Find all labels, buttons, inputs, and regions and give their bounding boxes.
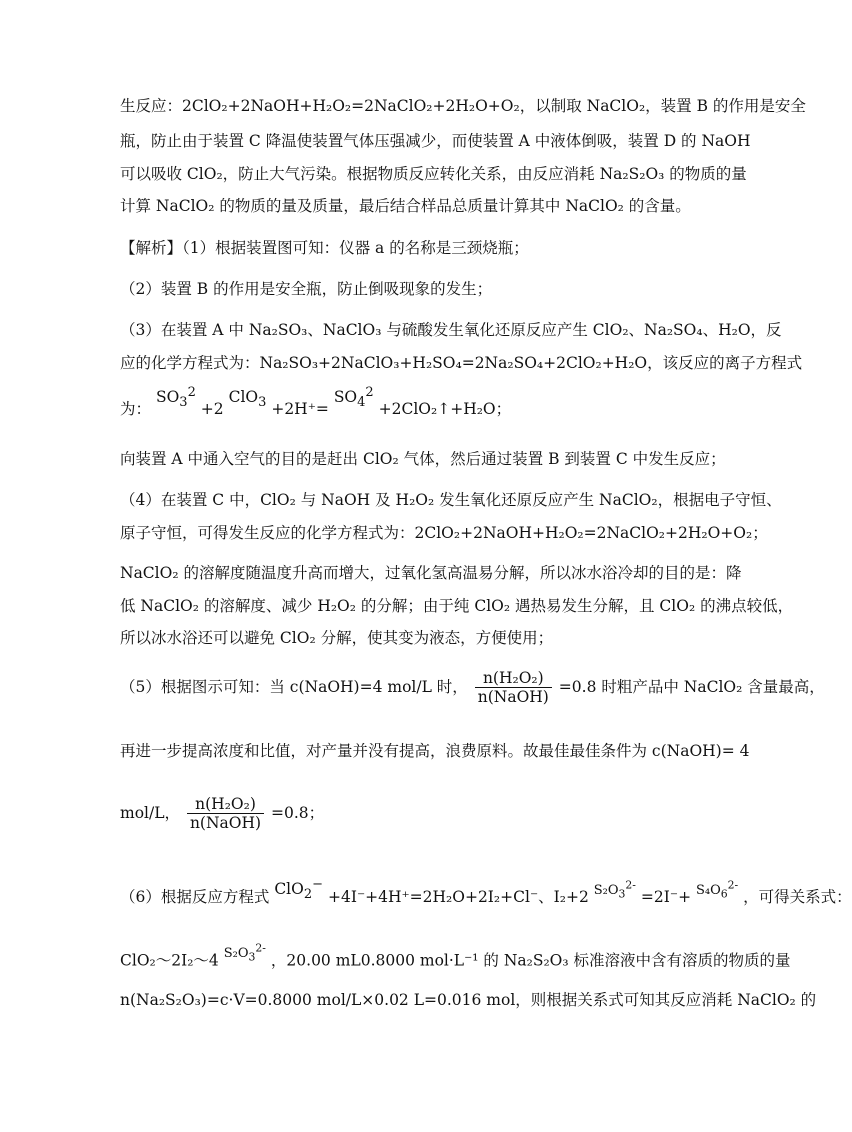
- fraction-numerator: n(H₂O₂): [475, 669, 552, 688]
- coef-2: +2: [200, 400, 224, 419]
- ionic-equation-line: [120, 385, 512, 428]
- q6-line: [120, 877, 852, 916]
- text-line-q6c: n(Na₂S₂O₃)=c·V=0.8000 mol/L×0.02 L=0.016 mol，则根据关系式可知其反应消耗 NaClO₂ 的: [120, 991, 817, 1009]
- relation-tail: ，20.00 mL0.8000 mol·L⁻¹ 的 Na₂S₂O₃ 标准溶液中含有溶质的物质的量: [270, 951, 791, 970]
- q5-line: [120, 664, 825, 709]
- chlorite-ion: ClO$_2$−: [274, 877, 324, 903]
- q6-eq: =2I⁻+: [640, 888, 692, 907]
- ratio-fraction: [475, 669, 552, 706]
- text-line-q4d: 低 NaClO₂ 的溶解度、减少 H₂O₂ 的分解；由于纯 ClO₂ 遇热易发生分解，且 ClO₂ 的沸点较低，: [120, 597, 794, 615]
- fraction-denominator: n(NaOH): [189, 813, 262, 832]
- fraction-denominator: n(NaOH): [477, 687, 549, 706]
- text-line-3: 可以吸收 ClO₂，防止大气污染。根据物质反应转化关系，由反应消耗 Na₂S₂O₃ 的物质的量: [120, 165, 747, 183]
- q5-lead: （5）根据图示可知：当 c(NaOH)=4 mol/L 时，: [120, 678, 468, 696]
- hydrogen-ion-term: +2H⁺=: [271, 400, 329, 419]
- chlorate-ion: ClO$_3$: [228, 388, 267, 411]
- q5-conclusion-line: [120, 790, 324, 835]
- thiosulfate-ion: S₂O32-: [223, 942, 266, 964]
- analysis-heading-line: 【解析】（1）根据装置图可知：仪器 a 的名称是三颈烧瓶；: [120, 239, 529, 257]
- text-line-q2: （2）装置 B 的作用是安全瓶，防止倒吸现象的发生；: [120, 280, 493, 298]
- ionic-lead: 为：: [120, 400, 152, 419]
- fraction-numerator: n(H₂O₂): [187, 795, 264, 814]
- ratio-fraction-2: [187, 795, 264, 832]
- q5b-lead: mol/L，: [120, 804, 181, 822]
- thiosulfate-ion: S₂O32-: [593, 878, 636, 901]
- text-line-q5b: 再进一步提高浓度和比值，对产量并没有提高，浪费原料。故最佳最佳条件为 c(NaOH)= 4: [120, 742, 750, 760]
- ionic-tail: +2ClO₂↑+H₂O；: [378, 400, 512, 419]
- text-line-q4c: NaClO₂ 的溶解度随温度升高而增大，过氧化氢高温易分解，所以冰水浴冷却的目的是：降: [120, 564, 742, 582]
- relation-lead: ClO₂～2I₂～4: [120, 951, 219, 970]
- text-line-2: 瓶，防止由于装置 C 降温使装置气体压强减少，而使装置 A 中液体倒吸，装置 D 的 NaOH: [120, 132, 751, 150]
- sulfate-ion: $SO_4^2$: [333, 385, 374, 411]
- text-line-q3b: 应的化学方程式为：Na₂SO₃+2NaClO₃+H₂SO₄=2Na₂SO₄+2ClO₂+H₂O，该反应的离子方程式: [120, 354, 803, 372]
- text-line-q3a: （3）在装置 A 中 Na₂SO₃、NaClO₃ 与硫酸发生氧化还原反应产生 ClO₂、Na₂SO₄、H₂O，反: [120, 321, 782, 339]
- text-line-q4a: （4）在装置 C 中，ClO₂ 与 NaOH 及 H₂O₂ 发生氧化还原反应产生 NaClO₂，根据电子守恒、: [120, 491, 782, 509]
- text-line-1: 生反应：2ClO₂+2NaOH+H₂O₂=2NaClO₂+2H₂O+O₂，以制取 NaClO₂，装置 B 的作用是安全: [120, 97, 806, 115]
- q6-lead: （6）根据反应方程式: [120, 888, 270, 907]
- text-line-air: 向装置 A 中通入空气的目的是赶出 ClO₂ 气体，然后通过装置 B 到装置 C 中发生反应；: [120, 450, 726, 468]
- q5b-tail: =0.8；: [271, 804, 325, 822]
- text-line-q4e: 所以冰水浴还可以避免 ClO₂ 分解，使其变为液态，方便使用；: [120, 629, 554, 647]
- tetrathionate-ion: S₄O62-: [696, 878, 739, 901]
- q5-tail: =0.8 时粗产品中 NaClO₂ 含量最高，: [558, 678, 825, 696]
- text-line-q4b: 原子守恒，可得发生反应的化学方程式为：2ClO₂+2NaOH+H₂O₂=2NaClO₂+2H₂O+O₂；: [120, 524, 768, 542]
- sulfite-ion: $SO_3^2$: [155, 385, 196, 411]
- text-line-4: 计算 NaClO₂ 的物质的量及质量，最后结合样品总质量计算其中 NaClO₂ 的含量。: [120, 197, 691, 215]
- q6-mid: +4I⁻+4H⁺=2H₂O+2I₂+Cl⁻、I₂+2: [327, 888, 589, 907]
- q6-relation-line: [120, 944, 791, 979]
- q6-tail: ，可得关系式：: [743, 888, 852, 907]
